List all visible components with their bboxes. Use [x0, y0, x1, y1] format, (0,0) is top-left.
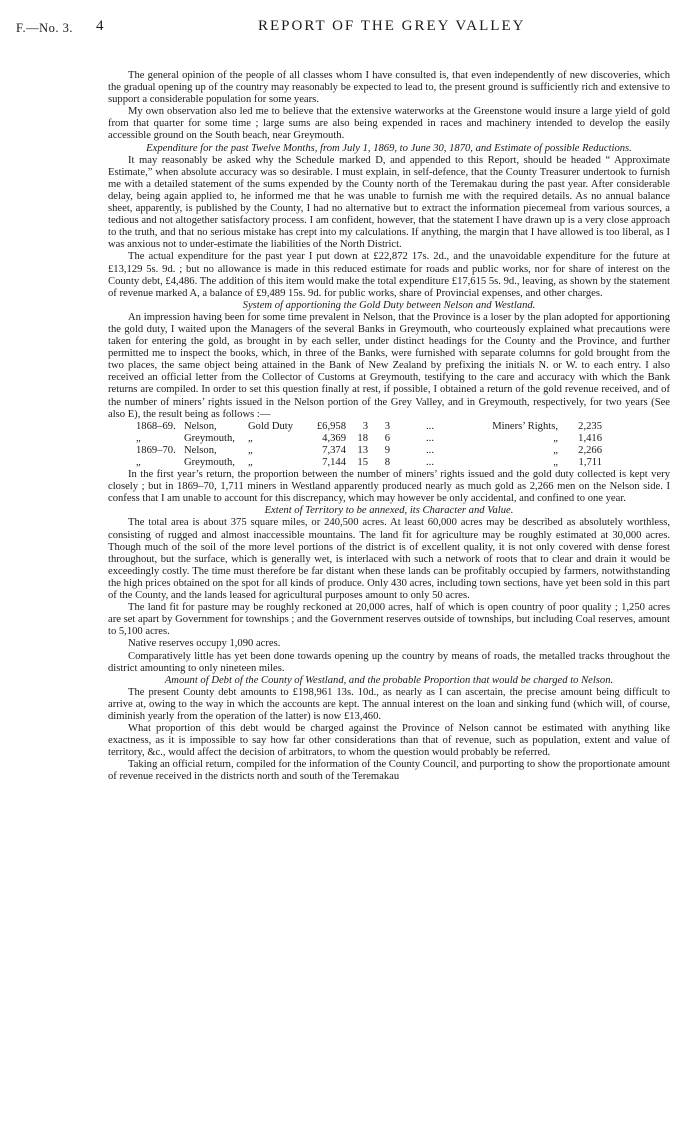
paragraph: My own observation also led me to believe that the extensive waterworks at the Greenstone would insure a large yield of gold from that quarter for some time ; large sums are also being expended in races and machinery intended to develop the easily accessible ground on the South beach, near Greymouth.	[108, 106, 670, 142]
table-cell-miners: 2,266	[578, 444, 602, 456]
table-row	[136, 433, 602, 445]
running-title: REPORT OF THE GREY VALLEY	[258, 18, 526, 34]
page-number: 4	[96, 18, 104, 34]
table-cell-label: „	[248, 457, 253, 468]
table-cell-label: „	[248, 444, 253, 456]
table-cell-pounds: 4,369	[322, 432, 346, 444]
table-cell-place: Nelson,	[184, 444, 217, 456]
paragraph: What proportion of this debt would be charged against the Province of Nelson cannot be estimated with anything like exactness, as it is impossible to say how far other considerations than that of revenue, such as population, extent and value of territory, &c., would affect the decision of arbitrators, to whom the question would probably be referred.	[108, 723, 670, 759]
report-body	[108, 70, 670, 784]
table-cell-period: 1869–70.	[136, 444, 176, 456]
table-cell-mlabel: „	[553, 444, 558, 456]
section-heading: Extent of Territory to be annexed, its Character and Value.	[264, 505, 514, 517]
table-cell-pounds: 7,374	[322, 444, 346, 456]
table-cell-d: 8	[384, 457, 390, 468]
table-cell-dots: ...	[426, 457, 434, 468]
table-row	[136, 457, 602, 469]
table-cell-label: „	[248, 432, 253, 444]
table-cell-s: 3	[362, 420, 368, 432]
table-cell-dots: ...	[426, 444, 434, 456]
table-cell-place: Greymouth,	[184, 457, 235, 468]
table-cell-d: 3	[384, 420, 390, 432]
table-cell-dots: ...	[426, 432, 434, 444]
paragraph: It may reasonably be asked why the Schedule marked D, and appended to this Report, should be headed “ Approximate Estimate,” when absolute accuracy was so desirable. I must explain, in self-defence, that the County Treasurer undertook to furnish me with a detailed statement of the sums expended by the County north of the Teremakau during the past year. After considerable delay, being again applied to, he informed me that he was unable to furnish me with the required details. As no annual balance sheet, apparently, is published by the County, I had no alternative but to extract the information piecemeal from various sources, a tedious and not altogether satisfactory process. I am confident, however, that the statement I have drawn up is a very close approach to the truth, and that no serious mistake has crept into my calculations. If anything, the margin that I have allowed is too liberal, as I was anxious not to under-estimate the liabilities of the North District.	[108, 154, 670, 251]
table-cell-place: Nelson,	[184, 420, 217, 432]
paragraph: The actual expenditure for the past year I put down at £22,872 17s. 2d., and the unavoidable expenditure for the future at £13,129 5s. 9d. ; but no allowance is made in this reduced estimate for roads and public works, nor for share of interest on the County debt, £4,486. The addition of this item would make the total expenditure £17,615 5s. 9d., leaving, as shown by the statement of revenue marked A, a balance of £9,489 15s. 9d. for public works, share of Provincial expenses, and other charges.	[108, 251, 670, 299]
table-cell-s: 13	[357, 444, 368, 456]
table-cell-period: „	[136, 432, 141, 444]
table-cell-dots: ...	[426, 420, 434, 432]
section-heading: System of apportioning the Gold Duty between Nelson and Westland.	[242, 299, 536, 311]
paragraph: The present County debt amounts to £198,961 13s. 10d., as nearly as I can ascertain, the precise amount being difficult to arrive at, owing to the way in which the accounts are kept. The annual interest on the loan and sinking fund (which will, of course, diminish yearly from the operation of the latter) is now £13,460.	[108, 686, 670, 722]
table-row	[136, 445, 602, 457]
table-cell-miners: 1,416	[578, 432, 602, 444]
table-cell-mlabel: Miners’ Rights,	[492, 420, 558, 432]
table-cell-s: 15	[357, 457, 368, 468]
table-cell-mlabel: „	[553, 457, 558, 468]
table-cell-pounds: 7,144	[322, 457, 346, 468]
paragraph: An impression having been for some time prevalent in Nelson, that the Province is a loser by the plan adopted for apportioning the gold duty, I waited upon the Managers of the several Banks in Greymouth, who courteously explained what precautions were taken for entering the gold, as brought in by each seller, under distinct headings for the County and the Province, and further permitted me to inspect the books, which, in three of the Banks, were furnished with separate columns for gold brought from the two places, the same object being attained in the Bank of New Zealand by prefixing the initials N. or W. to each entry. I also received an official letter from the Collector of Customs at Greymouth, testifying to the care and accuracy with which the Bank returns are compiled. In order to set this question finally at rest, if possible, I obtained a return of the gold revenue received, and of the number of miners’ rights issued in the Nelson portion of the Grey Valley, and in Greymouth, respectively, for two years (See also E), the result being as follows :—	[108, 311, 670, 420]
table-cell-place: Greymouth,	[184, 432, 235, 444]
table-cell-label: Gold Duty	[248, 420, 294, 432]
paragraph: Comparatively little has yet been done towards opening up the country by means of roads, the metalled tracks throughout the district amounting to only nineteen miles.	[108, 650, 670, 674]
page-header	[0, 20, 700, 44]
paragraph: Native reserves occupy 1,090 acres.	[128, 638, 281, 650]
paragraph: Taking an official return, compiled for the information of the County Council, and purporting to show the proportionate amount of revenue received in the districts north and south of the Teremakau	[108, 759, 670, 783]
table-cell-d: 9	[384, 444, 390, 456]
table-cell-period: „	[136, 457, 141, 468]
section-heading: Expenditure for the past Twelve Months, from July 1, 1869, to June 30, 1870, and Estimate of possible Reductions.	[146, 142, 632, 154]
table-cell-mlabel: „	[553, 432, 558, 444]
table-cell-d: 6	[384, 432, 390, 444]
paragraph: The land fit for pasture may be roughly reckoned at 20,000 acres, half of which is open country of poor quality ; 1,250 acres are set apart by Government for townships ; and the Government reserves outside of townships, but including Coal reserves, amount to 5,100 acres.	[108, 602, 670, 638]
table-row	[136, 421, 602, 433]
table-cell-period: 1868–69.	[136, 420, 176, 432]
table-cell-pounds: £6,958	[316, 420, 346, 432]
page-reference: F.—No. 3.	[16, 21, 73, 35]
paragraph: In the first year’s return, the proportion between the number of miners’ rights issued and the gold duty collected is kept very closely ; but in 1869–70, 1,711 miners in Westland apparently produced nearly as much gold as 2,266 men on the Nelson side. I confess that I am unable to account for this discrepancy, which may however be only accidental, and confined to one year.	[108, 469, 670, 505]
paragraph: The total area is about 375 square miles, or 240,500 acres. At least 60,000 acres may be described as absolutely worthless, consisting of rugged and almost inaccessible mountains. The land fit for agriculture may be roughly estimated at 30,000 acres. Though much of the soil of the more level portions of the district is of excellent quality, it is not only covered with dense forest throughout, but the surface, which is generally wet, is interlaced with such a network of roots that to clear and drain it would be exceedingly costly. The time must therefore be far distant when these lands can be profitably occupied by farmers, notwithstanding the high prices obtained on the spot for all kinds of produce. Only 430 acres, including town sections, have yet been sold in this part of the County, and the lands leased for agricultural purposes amount to only 50 acres.	[108, 517, 670, 602]
paragraph: The general opinion of the people of all classes whom I have consulted is, that even independently of new discoveries, which the gradual opening up of the country may reasonably be expected to lead to, the present ground is sufficiently rich and extensive to support a considerable population for some years.	[108, 70, 670, 106]
table-cell-miners: 1,711	[578, 457, 602, 468]
table-cell-s: 18	[357, 432, 368, 444]
section-heading: Amount of Debt of the County of Westland, and the probable Proportion that would be charged to Nelson.	[164, 674, 614, 686]
table-cell-miners: 2,235	[578, 420, 602, 432]
gold-duty-table	[136, 421, 602, 469]
